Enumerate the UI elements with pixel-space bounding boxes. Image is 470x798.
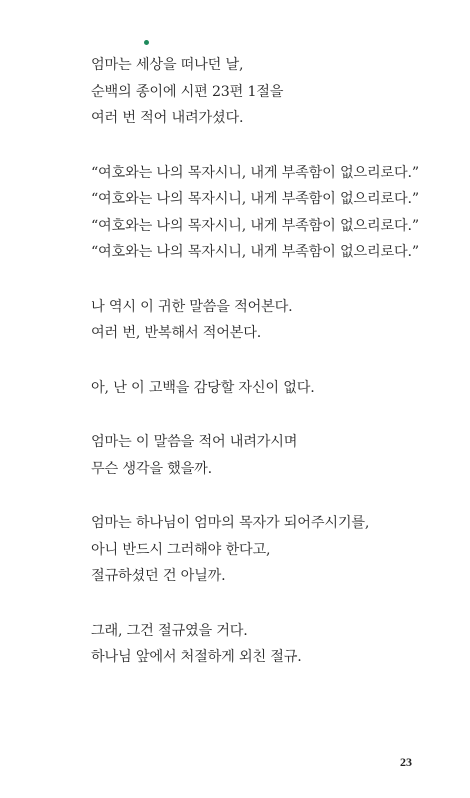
poem-line: “여호와는 나의 목자시니, 내게 부족함이 없으리로다.”	[91, 164, 419, 181]
poem-body	[91, 52, 461, 699]
poem-line: 아, 난 이 고백을 감당할 자신이 없다.	[91, 379, 315, 396]
stanza	[91, 618, 461, 671]
poem-line: 하나님 앞에서 처절하게 외친 절규.	[91, 649, 302, 665]
stanza	[91, 294, 461, 347]
poem-line: 엄마는 세상을 떠나던 날,	[91, 57, 244, 73]
stanza	[91, 52, 461, 132]
poem-line: “여호와는 나의 목자시니, 내게 부족함이 없으리로다.”	[91, 191, 419, 207]
poem-line: 여러 번, 반복해서 적어본다.	[91, 325, 262, 341]
stanza	[91, 510, 461, 590]
poem-line: 나 역시 이 귀한 말씀을 적어본다.	[91, 298, 293, 315]
poem-line: 무슨 생각을 했을까.	[91, 460, 212, 477]
poem-line: 아니 반드시 그러해야 한다고,	[91, 541, 271, 558]
stanza	[91, 160, 461, 266]
poem-line: 엄마는 하나님이 엄마의 목자가 되어주시기를,	[91, 515, 370, 531]
poem-line: 여러 번 적어 내려가셨다.	[91, 110, 244, 126]
stanza	[91, 375, 461, 402]
poem-line: 엄마는 이 말씀을 적어 내려가시며	[91, 434, 298, 450]
poem-line: 절규하셨던 건 아닐까.	[91, 568, 226, 584]
stanza	[91, 429, 461, 482]
poem-line: 순백의 종이에 시편 23편 1절을	[91, 83, 284, 100]
poem-line: “여호와는 나의 목자시니, 내게 부족함이 없으리로다.”	[91, 217, 419, 234]
poem-line: “여호와는 나의 목자시니, 내게 부족함이 없으리로다.”	[91, 244, 419, 260]
page-number: 23	[400, 755, 412, 769]
poem-line: 그래, 그건 절규였을 거다.	[91, 622, 248, 639]
ornament-dot	[144, 40, 149, 45]
